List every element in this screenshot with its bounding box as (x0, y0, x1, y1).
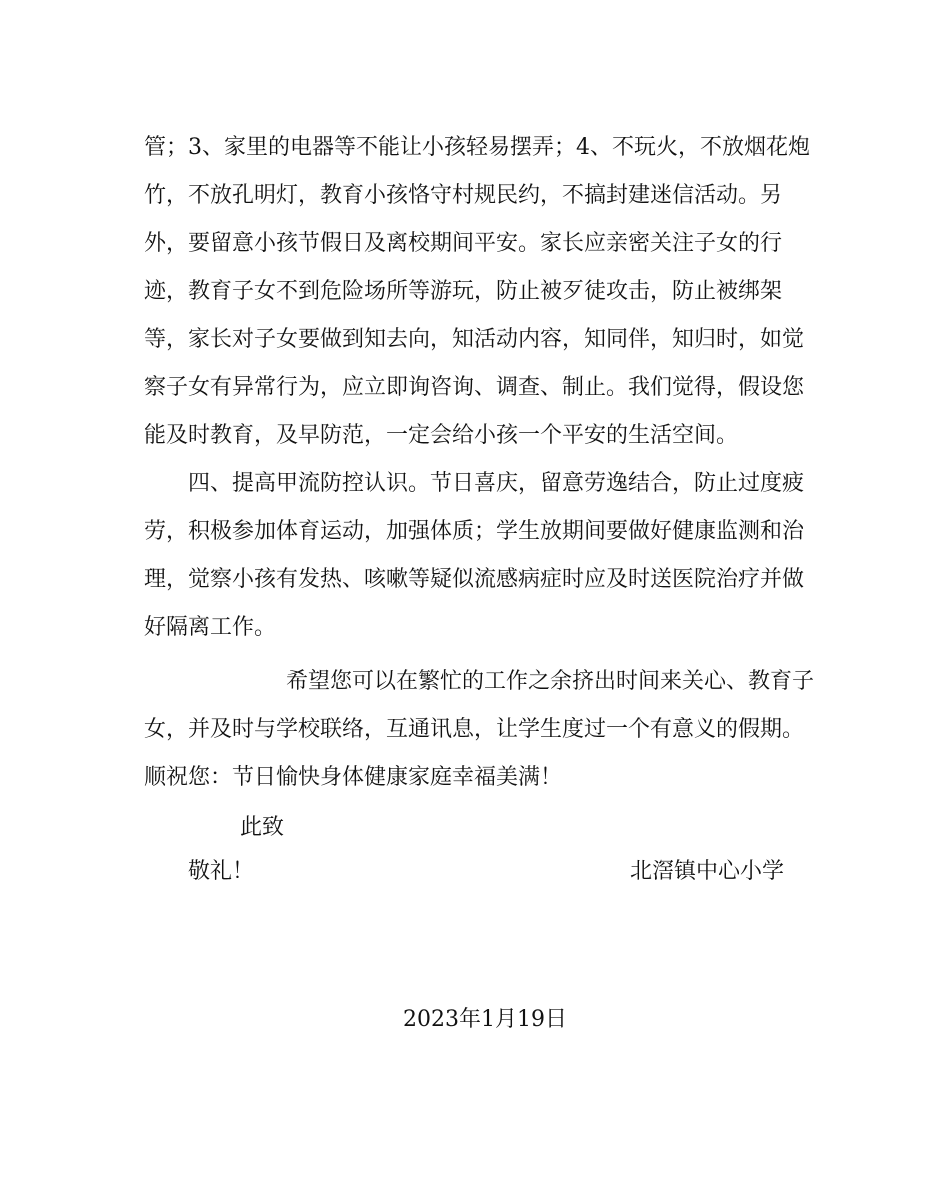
closing-text: 此致 (240, 815, 285, 840)
paragraph-line: 等，家长对子女要做到知去向，知活动内容，知同伴，知归时，如觉 (144, 327, 805, 352)
paragraph-line: 劳，积极参加体育运动，加强体质；学生放期间要做好健康监测和治 (144, 519, 805, 544)
paragraph-line: 迹，教育子女不到危险场所等游玩，防止被歹徒攻击，防止被绑架 (144, 279, 783, 304)
paragraph-line: 好隔离工作。 (144, 615, 277, 640)
paragraph-line: 能及时教育，及早防范，一定会给小孩一个平安的生活空间。 (144, 423, 739, 448)
letter-date: 2023年1月19日 (403, 1007, 567, 1032)
paragraph-line: 四、提高甲流防控认识。节日喜庆，留意劳逸结合，防止过度疲 (188, 471, 805, 496)
paragraph-line: 女，并及时与学校联络，互通讯息，让学生度过一个有意义的假期。 (144, 717, 805, 742)
paragraph-line: 察子女有异常行为，应立即询咨询、调查、制止。我们觉得，假设您 (144, 375, 805, 400)
paragraph-line: 管；3、家里的电器等不能让小孩轻易摆弄；4、不玩火，不放烟花炮 (144, 135, 810, 160)
signature-school: 北滘镇中心小学 (629, 859, 784, 884)
paragraph-line: 顺祝您：节日愉快身体健康家庭幸福美满！ (144, 765, 563, 790)
salutation-text: 敬礼！ (188, 859, 255, 884)
paragraph-line: 竹，不放孔明灯，教育小孩恪守村规民约，不搞封建迷信活动。另 (144, 183, 783, 208)
paragraph-line: 理，觉察小孩有发热、咳嗽等疑似流感病症时应及时送医院治疗并做 (144, 567, 805, 592)
paragraph-line: 外，要留意小孩节假日及离校期间平安。家长应亲密关注子女的行 (144, 231, 783, 256)
paragraph-line: 希望您可以在繁忙的工作之余挤出时间来关心、教育子 (286, 669, 815, 694)
